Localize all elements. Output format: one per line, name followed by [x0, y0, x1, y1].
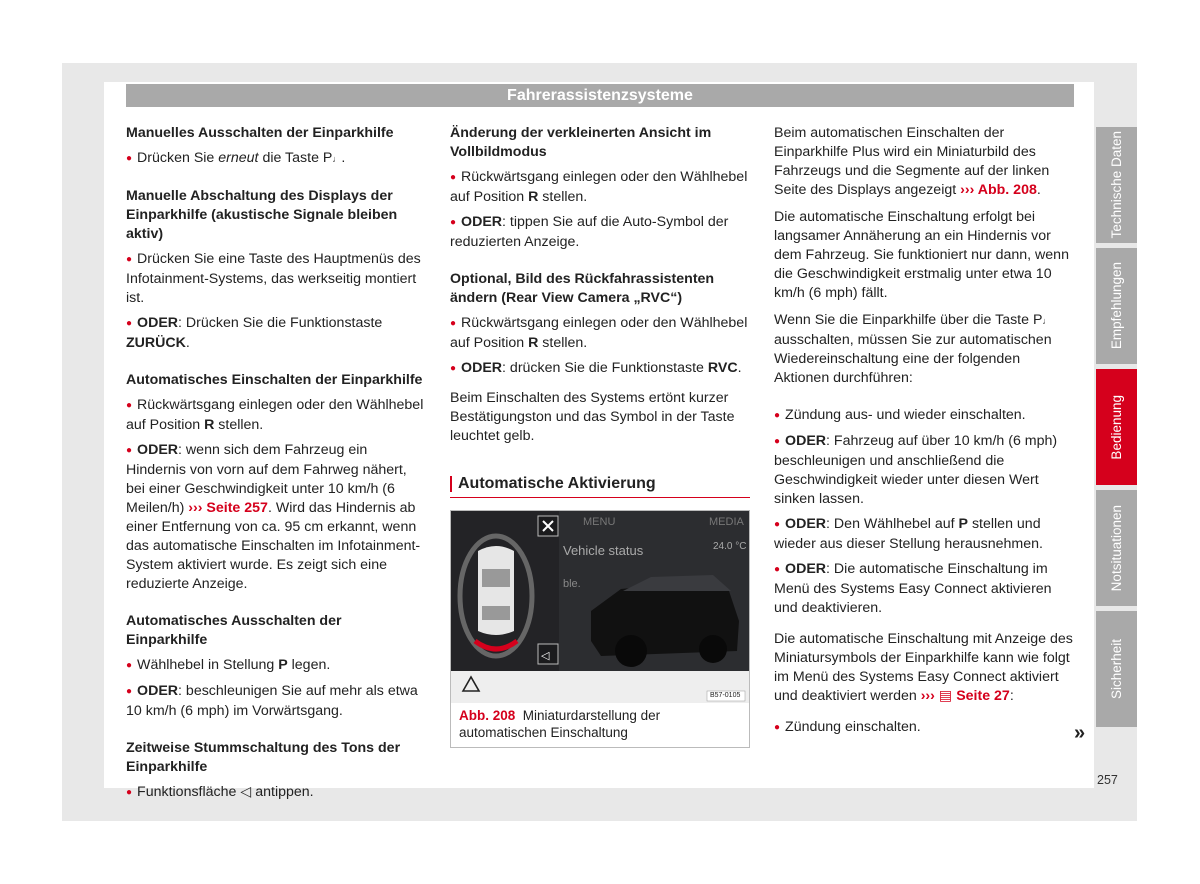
tab-empfehlungen[interactable]	[1096, 248, 1137, 364]
or-label: ODER	[461, 214, 503, 230]
list-item	[450, 359, 750, 379]
mute-icon: ◁	[240, 784, 252, 800]
text: : Drücken Sie die Funktionstaste	[178, 315, 383, 331]
text: Rückwärtsgang einlegen oder den Wählhebel auf Position	[450, 315, 748, 351]
text: die Taste P	[258, 150, 333, 166]
partial-text: ble.	[563, 578, 581, 590]
heading-change-view: Änderung der verkleinerten Ansicht im Vollbildmodus	[450, 125, 712, 160]
paragraph	[774, 311, 1074, 388]
paragraph	[774, 124, 1074, 200]
section-header: Fahrerassistenzsysteme	[126, 84, 1074, 107]
text: . Wird das Hindernis ab einer Entfernung von ca. 95 cm erkannt, wenn das automatische Einschalten im Infotainment-System aktiviert wurde. Es zeigt sich eine reduzierte Anzeige.	[126, 500, 421, 592]
caption-label: Abb. 208	[459, 708, 516, 723]
list-item: ● ODER: Drücken Sie die Funktionstaste ZURÜCK.	[126, 314, 424, 353]
key-label: P	[958, 516, 969, 532]
text: .	[737, 360, 742, 376]
heading-manual-display-off: Manuelle Abschaltung des Displays der Einparkhilfe (akustische Signale bleiben aktiv)	[126, 188, 398, 242]
key-label: R	[528, 335, 539, 351]
text: stellen.	[538, 335, 588, 351]
screen-illustration	[451, 511, 749, 703]
list-item	[126, 682, 424, 721]
sound-toggle-icon: ◁	[541, 650, 550, 662]
temperature-label: 24.0 °C	[713, 541, 747, 552]
menu-label: MENU	[583, 516, 616, 528]
key-label: ZURÜCK	[126, 335, 186, 351]
heading-manual-off: Manuelles Ausschalten der Einparkhilfe	[126, 125, 394, 141]
key-label: R	[528, 189, 539, 205]
heading-mute: Zeitweise Stummschaltung des Tons der Einparkhilfe	[126, 740, 401, 775]
text: : Den Wählhebel auf	[826, 516, 959, 532]
tab-technische-daten[interactable]	[1096, 127, 1137, 243]
or-label: ODER	[137, 315, 179, 331]
or-label: ODER	[785, 561, 827, 577]
section-title-auto-activation: Automatische Aktivierung	[450, 474, 750, 498]
list-item	[450, 168, 750, 207]
tab-label: Technische Daten	[1109, 131, 1124, 239]
list-item	[126, 783, 424, 803]
vehicle-status-label: Vehicle status	[563, 543, 644, 558]
list-item: ● Zündung einschalten.	[774, 718, 1074, 738]
tab-notsituationen[interactable]	[1096, 490, 1137, 606]
tab-label: Empfehlungen	[1109, 262, 1124, 350]
text: .	[1036, 182, 1041, 198]
column-middle	[450, 124, 750, 748]
or-label: ODER	[137, 683, 179, 699]
media-label: MEDIA	[709, 516, 744, 528]
heading-auto-off: Automatisches Ausschalten der Einparkhilfe	[126, 613, 342, 648]
or-label: ODER	[137, 442, 179, 458]
figure-caption	[451, 703, 749, 747]
continue-marker: »	[1074, 722, 1086, 744]
list-item	[450, 314, 750, 353]
emphasis: erneut	[218, 150, 259, 166]
paragraph: Beim Einschalten des Systems ertönt kurzer Bestätigungston und das Symbol in der Taste leuchtet gelb.	[450, 390, 735, 444]
text: : Fahrzeug auf über 10 km/h (6 mph) beschleunigen und anschließend die Geschwindigkeit wieder unter diesen Wert sinken lassen.	[774, 433, 1058, 507]
list-item	[126, 396, 424, 435]
text: : Die automatische Einschaltung im Menü des Systems Easy Connect aktivieren und deaktivieren.	[774, 561, 1052, 616]
figure-code: B57-0105	[710, 692, 741, 699]
text: Wenn Sie die Einparkhilfe über die Taste P	[774, 312, 1043, 328]
list-item	[774, 432, 1074, 509]
list-item	[774, 560, 1074, 618]
paragraph: Die automatische Einschaltung erfolgt bei langsamer Annäherung an ein Hindernis vor dem Fahrzeug. Sie funktioniert nur dann, wenn die Geschwindigkeit erstmalig unter etwa 10 km/h (6 mph) fällt.	[774, 209, 1069, 301]
list-item	[126, 441, 424, 594]
text: antippen.	[251, 784, 314, 800]
page-number: 257	[1097, 773, 1118, 787]
book-icon: ▤	[938, 688, 953, 704]
key-label: P	[278, 657, 288, 673]
paragraph	[774, 630, 1074, 706]
text: : drücken Sie die Funktionstaste	[502, 360, 708, 376]
text: Rückwärtsgang einlegen oder den Wählhebel auf Position	[450, 169, 748, 205]
tab-label: Sicherheit	[1109, 638, 1124, 700]
text: : wenn sich dem Fahrzeug ein Hindernis von vorn auf dem Fahrweg nähert, bei einer Geschwindigkeit unter 10 km/h (6 Meilen/h)	[126, 442, 407, 516]
text: :	[1009, 688, 1014, 704]
text: : beschleunigen Sie auf mehr als etwa 10 km/h (6 mph) im Vorwärtsgang.	[126, 683, 418, 719]
or-label: ODER	[785, 516, 827, 532]
list-item	[774, 515, 1074, 554]
text: Funktionsfläche	[137, 784, 241, 800]
page-reference-link[interactable]: ››› Seite 257	[188, 500, 268, 516]
text: stellen.	[538, 189, 588, 205]
text: Beim automatischen Einschalten der Einparkhilfe Plus wird ein Miniaturbild des Fahrzeugs und die Segmente auf der linken Seite des Displays angezeigt	[774, 125, 1050, 198]
caption-text: Miniaturdarstellung der automatischen Einschaltung	[459, 708, 661, 740]
tab-label: Bedienung	[1109, 394, 1124, 460]
list-item: ● Drücken Sie eine Taste des Hauptmenüs des Infotainment-Systems, das werkseitig montiert ist.	[126, 250, 424, 308]
list-item	[126, 656, 424, 676]
tab-label: Notsituationen	[1109, 504, 1124, 592]
column-right	[774, 124, 1074, 744]
list-item: ● Zündung aus- und wieder einschalten.	[774, 406, 1074, 426]
text: Rückwärtsgang einlegen oder den Wählhebel auf Position	[126, 397, 424, 433]
text: stellen.	[214, 417, 264, 433]
infotainment-screen	[451, 511, 749, 703]
park-sound-icon: ♩	[1042, 316, 1052, 326]
text: legen.	[287, 657, 331, 673]
text: ausschalten, müssen Sie zur automatischen Wiedereinschaltung eine der folgenden Aktionen durchführen:	[774, 332, 1052, 386]
tab-bedienung[interactable]	[1096, 369, 1137, 485]
page-reference-link[interactable]: ›››	[920, 688, 939, 704]
text: Die automatische Einschaltung mit Anzeige des Miniatursymbols der Einparkhilfe kann wie folgt im Menü des Systems Easy Connect aktiviert und deaktiviert werden	[774, 631, 1073, 704]
text: : tippen Sie auf die Auto-Symbol der reduzierten Anzeige.	[450, 214, 729, 250]
list-item: ● Drücken Sie erneut die Taste P♩.	[126, 149, 424, 169]
figure-208	[450, 510, 750, 748]
column-left	[126, 124, 424, 809]
figure-reference-link[interactable]: ››› Abb. 208	[960, 182, 1037, 198]
key-label: RVC	[707, 360, 738, 376]
park-sound-icon: ♩	[332, 154, 342, 164]
heading-rvc: Optional, Bild des Rückfahrassistenten ändern (Rear View Camera „RVC“)	[450, 271, 715, 306]
text: Wählhebel in Stellung	[137, 657, 279, 673]
page-reference-link[interactable]: Seite 27	[956, 688, 1010, 704]
list-item	[450, 213, 750, 252]
key-label: R	[204, 417, 215, 433]
text: Drücken Sie	[137, 150, 219, 166]
tab-sicherheit[interactable]	[1096, 611, 1137, 727]
text: stellen und wieder aus dieser Stellung herausnehmen.	[774, 516, 1043, 552]
or-label: ODER	[461, 360, 503, 376]
heading-auto-on: Automatisches Einschalten der Einparkhilfe	[126, 372, 423, 388]
or-label: ODER	[785, 433, 827, 449]
